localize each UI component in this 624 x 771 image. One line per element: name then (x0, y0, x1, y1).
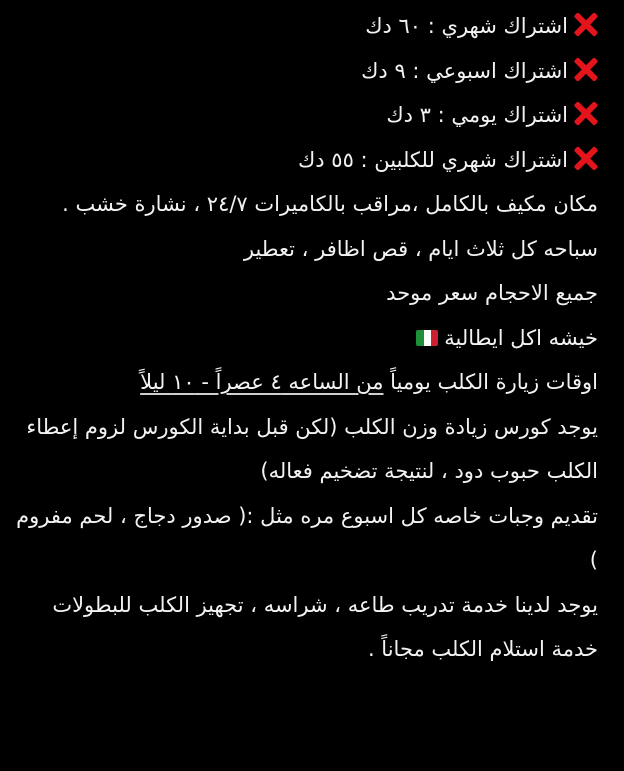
tent-text: خيشه اكل ايطالية (444, 325, 598, 350)
cross-mark-icon (572, 56, 598, 82)
visit-hours (14, 360, 598, 405)
subscription-daily (14, 93, 598, 138)
cross-mark-icon (572, 145, 598, 171)
subscription-weekly-text: اشتراك اسبوعي : ٩ دك (361, 58, 568, 83)
grooming-description: سباحه كل ثلاث ايام ، قص اظافر ، تعطير (243, 236, 598, 261)
subscription-daily-text: اشتراك يومي : ٣ دك (386, 103, 568, 127)
cross-mark-icon (572, 100, 598, 126)
italy-flag-icon (416, 330, 438, 346)
pickup-description: خدمة استلام الكلب مجاناً . (367, 637, 598, 661)
subscription-two-dogs-text: اشتراك شهري للكلبين : ٥٥ دك (297, 147, 568, 172)
subscription-weekly (14, 49, 598, 94)
training-description: يوجد لدينا خدمة تدريب طاعه ، شراسه ، تجهيز الكلب للبطولات (52, 592, 598, 617)
cross-mark-icon (572, 11, 598, 37)
subscription-monthly-text: اشتراك شهري : ٦٠ دك (365, 14, 568, 38)
weight-course-description: يوجد كورس زيادة وزن الكلب (لكن قبل بداية الكورس لزوم إعطاء الكلب حبوب دود ، لنتيجة تضخيم فعاله) (26, 414, 598, 483)
facility-description: مكان مكيف بالكامل ،مراقب بالكاميرات ٢٤/٧ ، نشارة خشب . (62, 192, 598, 216)
visit-hours-link[interactable]: من الساعه ٤ عصراً - ١٠ ليلاً (140, 370, 384, 394)
subscription-two-dogs (14, 138, 598, 183)
tent-description (14, 316, 598, 361)
special-meals-description: تقديم وجبات خاصه كل اسبوع مره مثل :( صدور دجاج ، لحم مفروم ) (16, 503, 598, 572)
subscription-monthly (14, 4, 598, 49)
pricing-description: جميع الاحجام سعر موحد (386, 281, 598, 305)
visit-hours-prefix: اوقات زيارة الكلب يومياً (383, 370, 598, 394)
